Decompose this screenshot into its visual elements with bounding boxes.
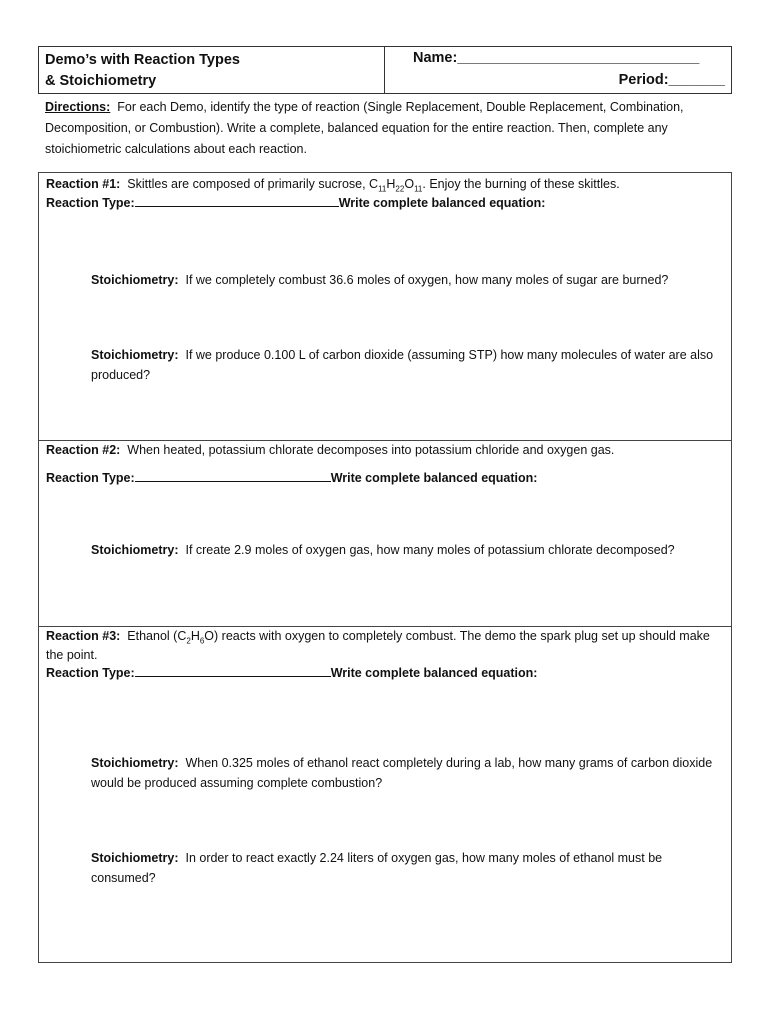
reaction-1-text-before: Skittles are composed of primarily sucrose, C (127, 177, 379, 191)
stoich-question: If we produce 0.100 L of carbon dioxide (assuming STP) how many molecules of water are also produced? (91, 348, 714, 382)
colon: : (130, 471, 135, 485)
stoich-question: When 0.325 moles of ethanol react completely during a lab, how many grams of carbon dioxide would be produced assuming complete combustion? (91, 756, 713, 790)
reaction-2-text: When heated, potassium chlorate decomposes into potassium chloride and oxygen gas. (127, 443, 615, 457)
worksheet-title (39, 47, 385, 93)
reaction-2-type-row (46, 469, 725, 488)
reaction-3-stoich-1 (91, 753, 725, 793)
colon: : (130, 666, 135, 680)
directions-label: Directions: (45, 100, 111, 114)
reaction-3-label: Reaction #3: (46, 629, 121, 643)
reaction-3-section (38, 626, 732, 963)
reaction-2-label: Reaction #2: (46, 443, 121, 457)
reaction-1-description (46, 175, 725, 194)
sub-2: 2 (186, 636, 191, 646)
name-blank: ______________________________ (457, 50, 700, 66)
reaction-3-text-after: O) reacts with oxygen to completely combust. The demo the spark plug set up should make the point. (46, 629, 710, 662)
hydrogen-symbol: H (386, 177, 396, 191)
reaction-2-description (46, 441, 725, 460)
reaction-3-stoich-2 (91, 848, 725, 888)
hydrogen-symbol: H (190, 629, 200, 643)
sub-22: 22 (395, 184, 405, 194)
reaction-1-type-blank[interactable] (135, 194, 339, 207)
stoich-label: Stoichiometry: (91, 851, 179, 865)
reaction-3-description (46, 627, 725, 665)
period-blank: _______ (668, 72, 725, 88)
sub-11a: 11 (378, 184, 387, 194)
equation-label: Write complete balanced equation: (330, 666, 538, 680)
reaction-1-text-after: . Enjoy the burning of these skittles. (422, 177, 620, 191)
directions-text: For each Demo, identify the type of reaction (Single Replacement, Double Replacement, Combination, Decomposition, or Combustion). Write a complete, balanced equation for the entire reaction. Then, complete any stoichiometric calculations about each reaction. (45, 100, 684, 156)
stoich-label: Stoichiometry: (91, 348, 179, 362)
reaction-2-type-blank[interactable] (135, 469, 331, 482)
student-info (385, 47, 731, 93)
title-line-2: & Stoichiometry (45, 73, 157, 89)
reaction-type-label: Reaction Type (46, 471, 131, 485)
reaction-3-type-row (46, 664, 725, 683)
reaction-2-stoich-1 (91, 540, 725, 560)
worksheet-header (38, 46, 732, 94)
stoich-question: If create 2.9 moles of oxygen gas, how many moles of potassium chlorate decomposed? (185, 543, 675, 557)
colon: : (130, 196, 135, 210)
stoich-label: Stoichiometry: (91, 543, 179, 557)
equation-label: Write complete balanced equation: (338, 196, 546, 210)
name-label: Name: (413, 50, 458, 66)
sub-11b: 11 (414, 184, 423, 194)
name-field[interactable] (413, 50, 699, 66)
reaction-1-section (38, 172, 732, 441)
stoich-question: If we completely combust 36.6 moles of oxygen, how many moles of sugar are burned? (185, 273, 669, 287)
reaction-3-text-before: Ethanol (C (127, 629, 187, 643)
stoich-label: Stoichiometry: (91, 273, 179, 287)
stoich-question: In order to react exactly 2.24 liters of oxygen gas, how many moles of ethanol must be consumed? (91, 851, 663, 885)
reaction-1-label: Reaction #1: (46, 177, 121, 191)
directions (45, 97, 735, 160)
period-label: Period: (618, 72, 669, 88)
oxygen-symbol: O (404, 177, 415, 191)
equation-label: Write complete balanced equation: (330, 471, 538, 485)
reaction-1-stoich-2 (91, 345, 725, 385)
period-field[interactable] (619, 72, 725, 88)
reaction-3-type-blank[interactable] (135, 664, 331, 677)
reaction-2-section (38, 440, 732, 627)
title-line-1: Demo’s with Reaction Types (45, 52, 240, 68)
sub-6: 6 (199, 636, 205, 646)
reaction-type-label: Reaction Type (46, 666, 131, 680)
reaction-type-label: Reaction Type (46, 196, 131, 210)
reaction-1-type-row (46, 194, 725, 213)
reaction-1-stoich-1 (91, 270, 725, 290)
stoich-label: Stoichiometry: (91, 756, 179, 770)
